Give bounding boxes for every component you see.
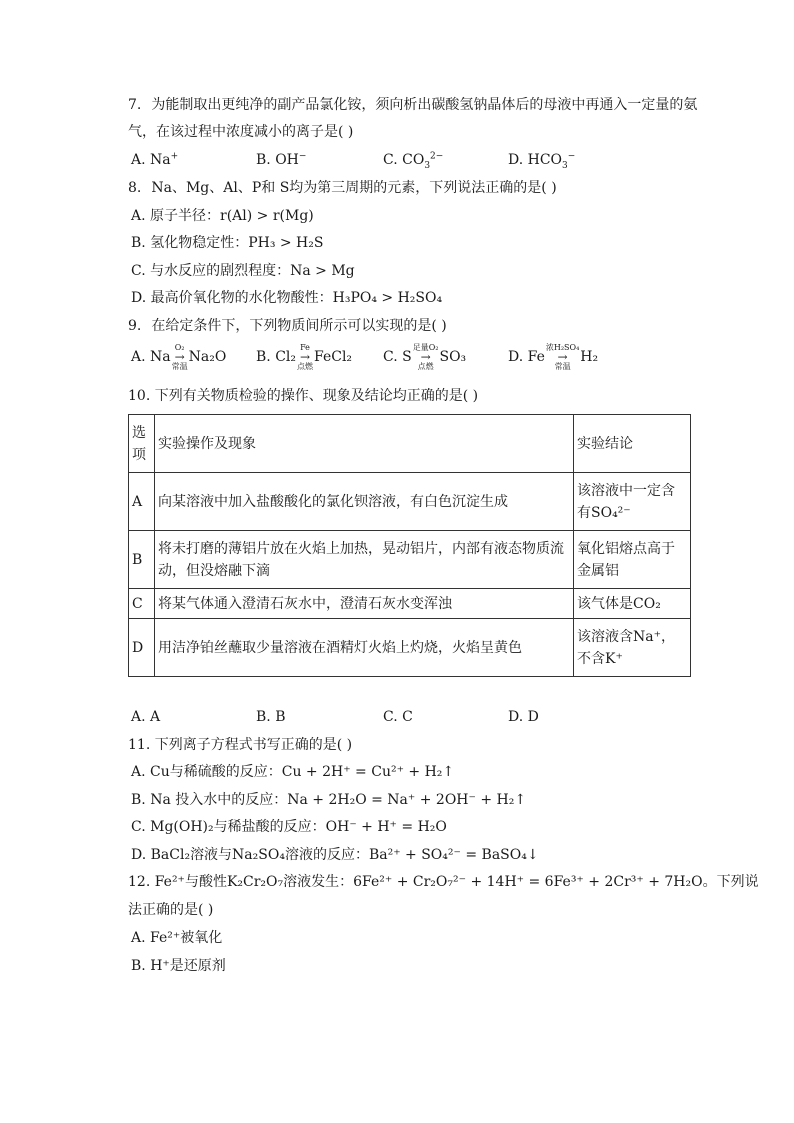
table-row: B 将未打磨的薄铝片放在火焰上加热，晃动铝片，内部有液态物质流动，但没熔融下滴 氧化铝熔点高于金属铝	[129, 531, 691, 589]
q10-table	[128, 414, 691, 677]
q9-option-b: B. Cl₂ Fe → 点燃 FeCl₂	[256, 343, 353, 371]
q10-option-a: A. A	[131, 709, 161, 725]
reaction-arrow: 足量O₂ → 点燃	[412, 343, 439, 371]
q11-stem: 11. 下列离子方程式书写正确的是( )	[128, 737, 353, 753]
q11-option-a: A. Cu与稀硫酸的反应：Cu + 2H⁺ = Cu²⁺ + H₂↑	[131, 764, 455, 780]
header-conclusion: 实验结论	[574, 415, 691, 473]
header-operation: 实验操作及现象	[155, 415, 574, 473]
table-row: D 用洁净铂丝蘸取少量溶液在酒精灯火焰上灼烧，火焰呈黄色 该溶液含Na⁺，不含K⁺	[129, 619, 691, 677]
table-row: A 向某溶液中加入盐酸酸化的氯化钡溶液，有白色沉淀生成 该溶液中一定含有SO₄²⁻	[129, 473, 691, 531]
q8-option-c: C. 与水反应的剧烈程度：Na > Mg	[131, 263, 355, 279]
q12-stem-line2: 法正确的是( )	[128, 902, 214, 918]
q9-option-c: C. S 足量O₂ → 点燃 SO₃	[383, 343, 467, 371]
q7-option-c: C. $CO_3^{2-}$	[383, 151, 444, 171]
reaction-arrow: O₂ → 常温	[171, 343, 188, 371]
q10-number: 10.	[128, 388, 151, 404]
table-header-row	[129, 415, 691, 473]
q9-stem	[128, 316, 447, 336]
q7-option-b: B. OH−	[256, 151, 307, 168]
q7-number: 7.	[128, 97, 142, 113]
q7-option-d: D. $HCO_3^-$	[508, 151, 576, 171]
q10-option-c: C. C	[383, 709, 413, 725]
q12-option-b: B. H⁺是还原剂	[131, 958, 226, 974]
q10-text: 下列有关物质检验的操作、现象及结论均正确的是( )	[154, 388, 479, 404]
q7-text-line2: 气，在该过程中浓度减小的离子是( )	[128, 124, 354, 140]
q8-text: Na、Mg、Al、P和 S均为第三周期的元素，下列说法正确的是( )	[151, 180, 557, 196]
reaction-arrow: Fe → 点燃	[297, 343, 313, 371]
reaction-arrow: 浓H₂SO₄ → 常温	[545, 343, 580, 371]
q7-stem-line1	[128, 95, 697, 115]
q8-option-a: A. 原子半径：r(Al) > r(Mg)	[131, 208, 314, 224]
q9-text: 在给定条件下，下列物质间所示可以实现的是( )	[151, 318, 447, 334]
q12-stem-line1: 12. Fe²⁺与酸性K₂Cr₂O₇溶液发生：6Fe²⁺ + Cr₂O₇²⁻ + 14H⁺ = 6Fe³⁺ + 2Cr³⁺ + 7H₂O。下列说	[128, 874, 759, 890]
q12-option-a: A. Fe²⁺被氧化	[131, 930, 223, 946]
q8-option-b: B. 氢化物稳定性：PH₃ > H₂S	[131, 235, 324, 251]
q8-stem	[128, 178, 557, 198]
q11-option-b: B. Na 投入水中的反应：Na + 2H₂O = Na⁺ + 2OH⁻ + H₂↑	[131, 792, 527, 808]
q8-option-d: D. 最高价氧化物的水化物酸性：H₃PO₄ > H₂SO₄	[131, 290, 443, 306]
q9-number: 9.	[128, 318, 142, 334]
q9-option-d: D. Fe 浓H₂SO₄ → 常温 H₂	[508, 343, 599, 371]
q10-option-b: B. B	[256, 709, 286, 725]
q9-option-a: A. Na O₂ → 常温 Na₂O	[131, 343, 227, 371]
q7-text-line1: 为能制取出更纯净的副产品氯化铵，须向析出碳酸氢钠晶体后的母液中再通入一定量的氨	[151, 97, 698, 113]
header-option: 选项	[129, 415, 155, 473]
q11-option-d: D. BaCl₂溶液与Na₂SO₄溶液的反应：Ba²⁺ + SO₄²⁻ = BaSO₄↓	[131, 847, 539, 863]
q10-stem	[128, 386, 478, 406]
q7-option-a: A. Na+	[131, 151, 179, 168]
q11-option-c: C. Mg(OH)₂与稀盐酸的反应：OH⁻ + H⁺ = H₂O	[131, 819, 447, 835]
table-row: C 将某气体通入澄清石灰水中，澄清石灰水变浑浊 该气体是CO₂	[129, 589, 691, 619]
q8-number: 8.	[128, 180, 142, 196]
q10-option-d: D. D	[508, 709, 539, 725]
